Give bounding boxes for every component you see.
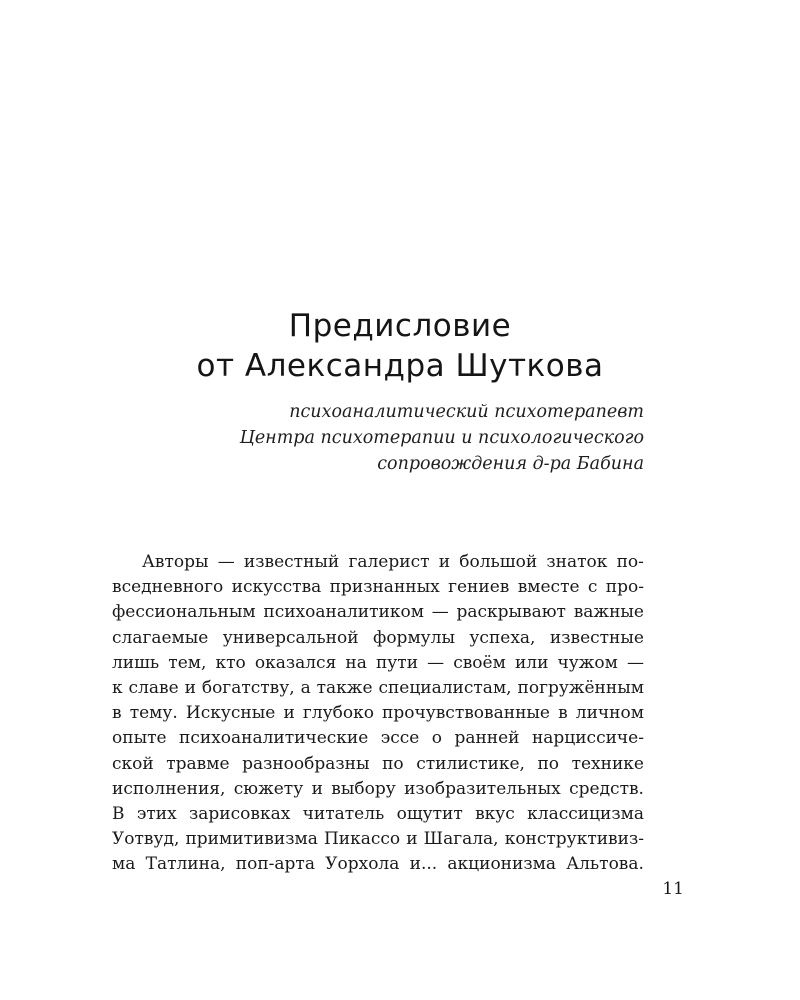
body-word: — <box>431 602 449 623</box>
body-word: опыте <box>112 728 167 749</box>
body-word: нарциссиче- <box>531 728 644 749</box>
body-line <box>112 575 644 600</box>
body-word: лишь <box>112 652 160 673</box>
body-word: и <box>184 677 196 698</box>
body-word: раскрывают <box>456 602 566 623</box>
body-word: конструктивиз- <box>504 829 644 850</box>
body-word: поп-арта <box>235 854 315 875</box>
body-word: важные <box>573 602 644 623</box>
body-word: — <box>626 652 644 673</box>
body-word: ощутит <box>396 803 463 824</box>
body-word: выбору <box>331 778 396 799</box>
body-word: по <box>382 753 404 774</box>
body-line <box>112 676 644 701</box>
body-line <box>112 777 644 802</box>
body-word: фессиональным <box>112 602 256 623</box>
body-word: читатель <box>302 803 385 824</box>
chapter-title-line-1: Предисловие <box>288 308 512 344</box>
body-word: — <box>217 552 235 572</box>
body-word: признанных <box>329 577 440 598</box>
body-word: большой <box>459 552 538 572</box>
body-line <box>112 550 644 575</box>
body-word: Уотвуд, <box>112 829 180 850</box>
body-word: а <box>300 677 311 698</box>
body-word: прочувствованные <box>382 703 550 724</box>
body-word: тему. <box>129 703 178 724</box>
body-word: изобразительных <box>404 778 561 799</box>
body-word: известные <box>549 627 644 648</box>
body-line <box>112 626 644 651</box>
body-word: к <box>112 677 123 698</box>
body-word: гениев <box>448 577 510 598</box>
body-word: своём <box>453 652 506 673</box>
body-word: искусства <box>231 577 322 598</box>
body-word: оказался <box>254 652 337 673</box>
body-word: стилистике, <box>416 753 525 774</box>
affiliation-line-3: сопровождения д-ра Бабина <box>377 454 644 474</box>
body-word: про- <box>605 577 644 598</box>
body-word: Авторы <box>142 552 209 572</box>
body-word: ма <box>112 854 136 875</box>
body-word: исполнения, <box>112 778 226 799</box>
body-word: известный <box>243 552 340 572</box>
body-word: вместе <box>517 577 580 598</box>
body-word: слагаемые <box>112 627 209 648</box>
body-word: специалистам, <box>378 677 512 698</box>
body-word: также <box>316 677 373 698</box>
affiliation-line-2: Центра психотерапии и психологического <box>239 428 644 448</box>
body-word: кто <box>215 652 246 673</box>
body-word: и <box>438 552 451 572</box>
body-word: психоаналитиком <box>263 602 424 623</box>
body-word: Шагала, <box>423 829 499 850</box>
body-word: знаток <box>546 552 608 572</box>
body-line <box>112 802 644 827</box>
body-word: Пикассо <box>323 829 401 850</box>
affiliation-line-1: психоаналитический психотерапевт <box>289 402 644 422</box>
body-word: травме <box>166 753 230 774</box>
body-word: и <box>311 778 323 799</box>
body-word: вседневного <box>112 577 224 598</box>
body-word: формулы <box>373 627 455 648</box>
body-word: славе <box>128 677 179 698</box>
body-word: разнообразны <box>242 753 370 774</box>
body-word: успеха, <box>469 627 536 648</box>
body-line <box>112 651 644 676</box>
body-word: технике <box>571 753 644 774</box>
body-word: с <box>587 577 598 598</box>
body-word: по- <box>616 552 644 572</box>
body-word: личном <box>575 703 644 724</box>
body-word: ранней <box>454 728 520 749</box>
body-line <box>112 852 644 877</box>
body-word: этих <box>136 803 177 824</box>
body-word: эссе <box>380 728 420 749</box>
body-word: зарисовках <box>189 803 291 824</box>
body-word: по <box>537 753 560 774</box>
body-word: универсальной <box>222 627 359 648</box>
body-word: тем, <box>168 652 207 673</box>
body-word: на <box>345 652 367 673</box>
body-word: Уорхола <box>325 854 400 875</box>
body-word: чужом <box>557 652 618 673</box>
body-word: глубоко <box>302 703 374 724</box>
body-word: в <box>558 703 568 724</box>
body-word: Альтова. <box>566 854 644 875</box>
body-word: психоаналитические <box>178 728 369 749</box>
body-word: Татлина, <box>145 854 226 875</box>
body-word: классицизма <box>527 803 644 824</box>
page-number: 11 <box>662 879 684 899</box>
body-word: — <box>427 652 445 673</box>
body-line <box>112 752 644 777</box>
body-word: сюжету <box>233 778 304 799</box>
body-word: Искусные <box>185 703 276 724</box>
body-line <box>112 701 644 726</box>
body-word: примитивизма <box>185 829 318 850</box>
body-word: погружённым <box>517 677 644 698</box>
body-word: или <box>514 652 549 673</box>
body-line <box>112 600 644 625</box>
body-word: богатству, <box>201 677 295 698</box>
chapter-title-line-2: от Александра Шуткова <box>196 348 604 384</box>
body-word: акционизма <box>447 854 556 875</box>
body-paragraph <box>112 550 644 877</box>
chapter-title <box>0 306 800 386</box>
body-word: в <box>112 703 122 724</box>
body-word: и <box>406 829 418 850</box>
body-word: галерист <box>348 552 430 572</box>
body-word: о <box>431 728 443 749</box>
body-word: вкус <box>475 803 515 824</box>
author-affiliation <box>160 399 644 477</box>
body-word: ской <box>112 753 154 774</box>
body-line <box>112 726 644 751</box>
body-word: средств. <box>569 778 644 799</box>
body-word: и... <box>409 854 438 875</box>
body-word: и <box>283 703 295 724</box>
body-word: пути <box>375 652 419 673</box>
body-word: В <box>112 803 125 824</box>
body-line <box>112 827 644 852</box>
